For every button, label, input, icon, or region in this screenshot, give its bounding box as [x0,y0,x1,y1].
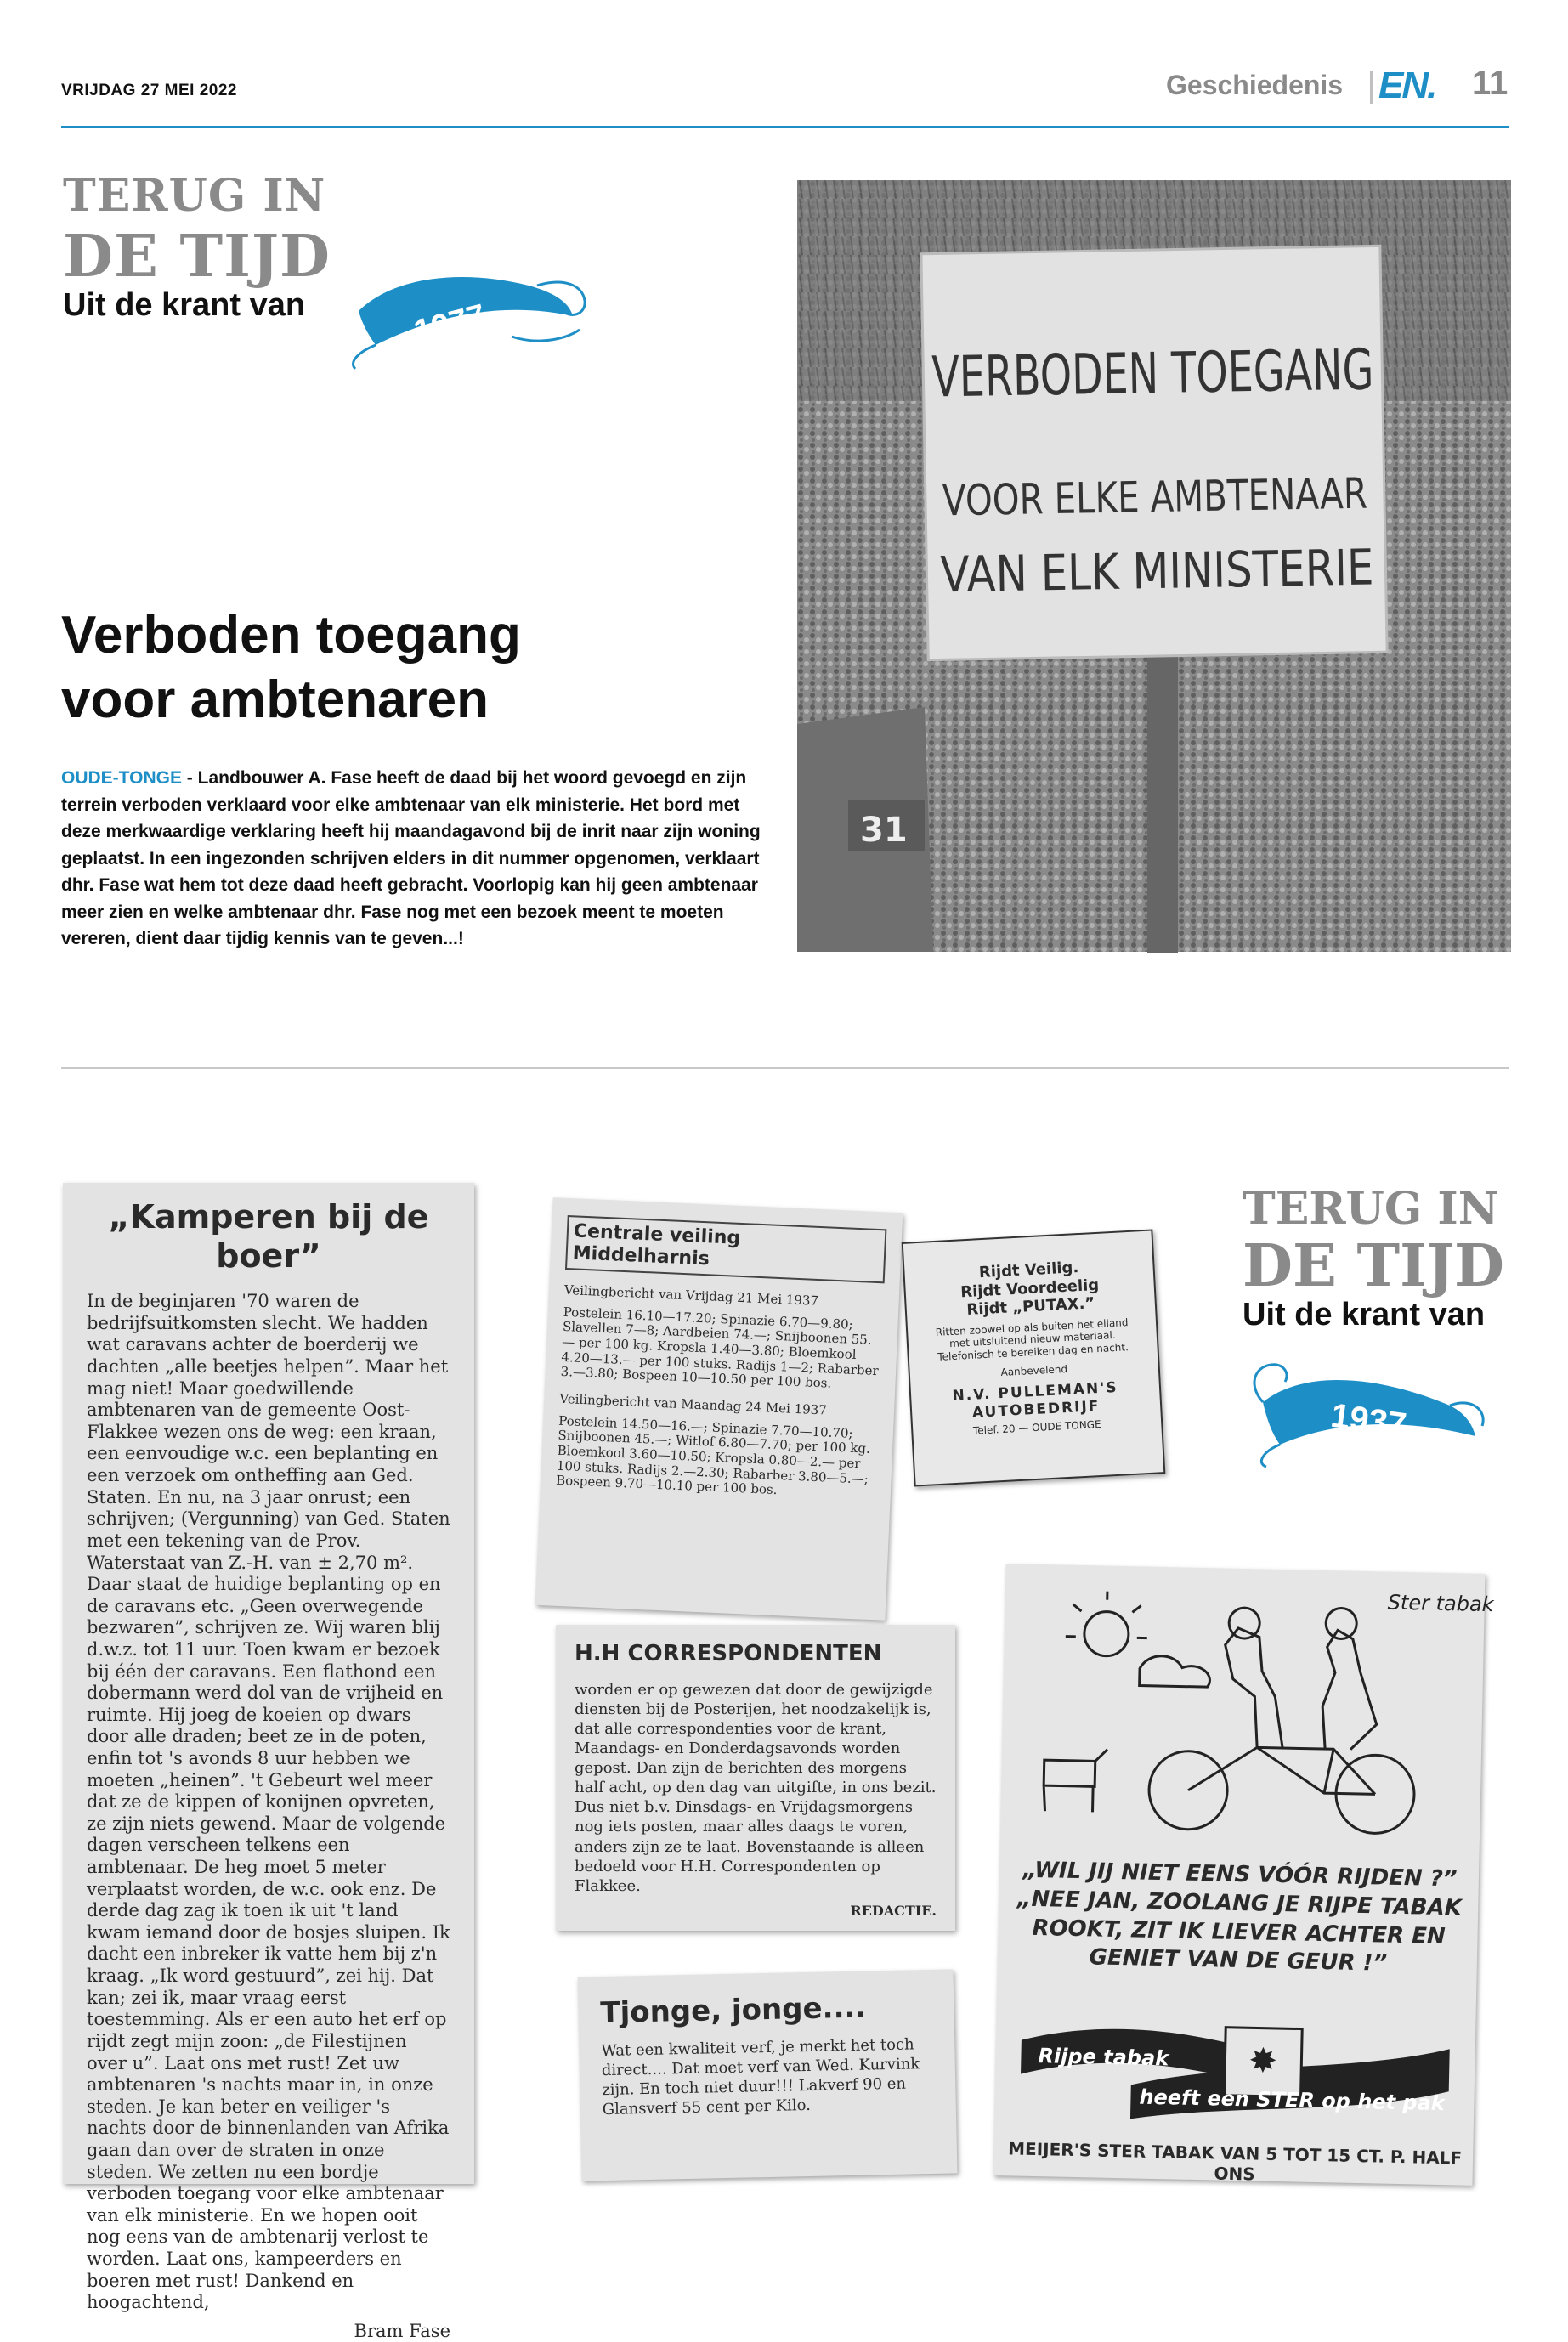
header-rule [61,126,1509,128]
putax-tel: Telef. 20 — OUDE TONGE [972,1418,1101,1437]
kicker-from-label-2: Uit de krant van [1243,1297,1486,1332]
ster-sign: Ster tabak [1387,1590,1494,1617]
corr-sign: REDACTIE. [850,1902,937,1919]
cloud-icon [1140,1655,1210,1687]
kicker-de-tijd-2: DE TIJD [1243,1232,1505,1300]
kicker-terug-in-2: TERUG IN [1243,1183,1499,1235]
putax-text: Ritten zoowel op als buiten het eiland met uitsluitend nieuw materiaal. Telefonisch te bereiken dag en nacht. [935,1315,1129,1363]
clipping-tjonge [578,1969,958,2181]
kamperen-body: In de beginjaren '70 waren de bedrijfsuitkomsten slecht. We hadden wat caravans achter de boerderij we dachten „alle beetjes helpen”. Maar het mag niet! Maar goedwillende ambtenaren van de gemeente Oost-Flakkee wezen ons de weg: een kraan, een eenvoudige w.c. een beplanting en een verzoek om ontheffing aan Ged. Staten. En nu, na 3 jaar onrust; een schrijven; (Vergunning) van Ged. Staten met een tekening van de Prov. Waterstaat van Z.-H. van ± 2,70 m². Daar staat de huidige beplanting op en de caravans etc. „Geen overwegende bezwaren”, schrijven ze. Wij waren blij d.w.z. tot 11 uur. Toen kwam er bezoek bij één der caravans. Een flathond een dobermann werd dol van de vrijheid en ruimte. Hij joeg de koeien op dwars door alle draden; beet ze in de poten, enfin tot 's avonds 8 uur hebben we moeten „heinen”. 't Gebeurt wel meer dat ze de kippen of konijnen opvreten, ze zijn niets gewend. Maar de volgende dagen verscheen telkens een ambtenaar. De heg moet 5 meter verplaatst worden, de w.c. ook enz. De derde dag zag ik toen ik uit 't land kwam iemand door de bosjes sluipen. Ik dacht een inbreker ik vatte hem bij z'n kraag. „Ik word gestuurd”, zei hij. Dat kan; zei ik, maar vraag eerst toestemming. Als er een auto het erf op rijdt zegt mijn zoon: „de Filestijnen over u”. Laat ons met rust! Zet uw ambtenaren 's nachts maar in, in onze steden. Je kan beter en veiliger 's nachts door de binnenlanden van Afrika gaan dan over de straten in onze steden. We zetten nu een bordje verboden toegang voor elke ambtenaar van elk ministerie. En we hopen ooit nog eens van de ambtenarij verlost te worden. Laat ons, kampeerders en boeren met rust! Dankend en hoogachtend, [87,1291,450,2313]
sign-photo-illustration [797,180,1547,952]
banner-line-2: heeft een STER op het pak [1139,2085,1446,2116]
sign-photo [797,180,1547,952]
sign-line-1: VERBODEN TOEGANG [931,333,1547,410]
ster-quote-2: „NEE JAN, ZOOLANG JE RIJPE TABAK ROOKT, ZIT IK LIEVER ACHTER EN GENIET VAN DE GEUR !” [1016,1886,1463,1977]
mailbox-number: 31 [860,811,908,850]
clipping-correspondenten [556,1625,955,1931]
ribbon-year-1977: 1977 [410,297,490,350]
putax-line-1: Rijdt Veilig. [978,1259,1079,1282]
article-lead [61,765,775,953]
clipping-putax-ad [902,1229,1166,1486]
clipping-ster-tabak [993,1564,1494,2186]
corr-body: worden er op gewezen dat door de gewijzigde diensten bij de Posterijen, het noodzakelijk is, dat alle correspondenties voor de krant, Maandags- en Donderdagsavonds worden gepost. Dan zijn de berichten des morgens half acht, op den dag van uitgifte, in ons bezit. Dus niet b.v. Dinsdags- en Vrijdagsmorgens nog iets posten, maar alles daags te voren, anders zijn ze te laat. Bovenstaande is alleen bedoeld voor H.H. Correspondenten op Flakkee. [575,1681,937,1895]
article-headline [61,603,809,733]
kamperen-title: „Kamperen bij de boer” [108,1198,429,1275]
veiling-sub-1: Veilingbericht van Vrijdag 21 Mei 1937 [563,1281,819,1309]
lead-body: - Landbouwer A. Fase heeft de daad bij het woord gevoegd en zijn terrein verboden verklaard voor elke ambtenaar van elk ministerie. Het bord met deze merkwaardige verklaring heeft hij maandagavond bij de inrit naar zijn woning geplaatst. In een ingezonden schrijven elders in dit nummer opgenomen, verklaart dhr. Fase wat hem tot deze daad heeft gebracht. Voorlopig kan hij geen ambtenaar meer zien en welke ambtenaar dhr. Fase nog met een bezoek meent te moeten vereren, dient daar tijdig kennis van te geven...! [61,768,761,948]
tandem-illustration [1000,1564,1494,1854]
putax-line-2: Rijdt Voordeelig [959,1276,1100,1301]
veiling-title: Centrale veiling Middelharnis [565,1215,886,1283]
veiling-text-2: Postelein 14.50—16.—; Spinazie 7.70—10.70; Snijboonen 45.—; Witlof 6.80—7.70; per 100 kg. Bloemkool 3.60—10.50; Kropsla 0.80—2.— per 100 stuks. Radijs 2.—2.30; Rabarber 3.80—5.—; Bospeen 9.70—10.10 per 100 bos. [555,1412,871,1498]
placeline: OUDE-TONGE [61,768,182,788]
sign-line-2: VOOR ELKE AMBTENAAR [942,467,1469,526]
year-ribbon-1977 [342,252,588,371]
bike-wheel-front [1148,1751,1228,1830]
veiling-text-1: Postelein 16.10—17.20; Spinazie 6.70—9.80; Slavellen 7—8; Aardbeien 74.—; Snijboonen 55.— per 100 kg. Kropsla 1.40—3.80; Bloemkool 4.20—13.— per 100 stuks. Radijs 1—2; Rabarber 3.—3.80; Bospeen 10—10.50 per 100 bos. [560,1304,880,1392]
ster-quote [1013,1856,1466,1980]
kicker-de-tijd: DE TIJD [63,223,331,291]
year-ribbon-1937 [1237,1351,1492,1470]
ster-footer: MEIJER'S STER TABAK VAN 5 TOT 15 CT. P. HALF ONS [1007,2138,1463,2185]
ster-quote-1: „WIL JIJ NIET EENS VÓÓR RIJDEN ?” [1022,1857,1458,1892]
putax-line-3: Rijdt „PUTAX.” [965,1294,1095,1320]
kicker-from-label: Uit de krant van [63,287,306,323]
tjonge-body: Wat een kwaliteit verf, je merkt het toch direct.... Dat moet verf van Wed. Kurvink zijn. En toch niet duur!!! Lakverf 90 en Glansverf 55 cent per Kilo. [601,2035,920,2119]
star-icon: ✸ [1248,2041,1278,2081]
veiling-sub-2: Veilingbericht van Maandag 24 Mei 1937 [558,1390,828,1418]
page-number: 11 [1472,65,1509,102]
banner-line-1: Rijpe tabak [1038,2044,1169,2071]
headline-line-1: Verboden toegang [61,606,521,665]
ribbon-year-1937: 1937 [1328,1396,1409,1445]
ster-banner [1011,2005,1459,2142]
issue-date: VRIJDAG 27 MEI 2022 [61,82,237,99]
rider-woman [1322,1630,1378,1750]
cow-icon [1044,1748,1108,1813]
section-title: Geschiedenis [1166,70,1344,100]
kamperen-signature: Bram Fase [354,2320,450,2341]
section-divider [61,1067,1509,1069]
clipping-kamperen [63,1183,474,2341]
tjonge-title: Tjonge, jonge.... [600,1990,867,2031]
sign-line-3: VAN ELK MINISTERIE [939,537,1446,604]
header-divider [1370,71,1373,104]
clipping-veiling [535,1197,903,1621]
kicker-terug-in: TERUG IN [63,170,326,222]
corr-title: H.H CORRESPONDENTEN [575,1641,882,1666]
putax-recommend: Aanbevelend [1000,1362,1068,1378]
headline-line-2: voor ambtenaren [61,670,490,730]
sun-icon [1084,1611,1129,1656]
publication-logo: EN. [1378,65,1436,106]
rider-man [1223,1628,1285,1748]
putax-company: N.V. PULLEMAN'S AUTOBEDRIJF [952,1379,1119,1422]
